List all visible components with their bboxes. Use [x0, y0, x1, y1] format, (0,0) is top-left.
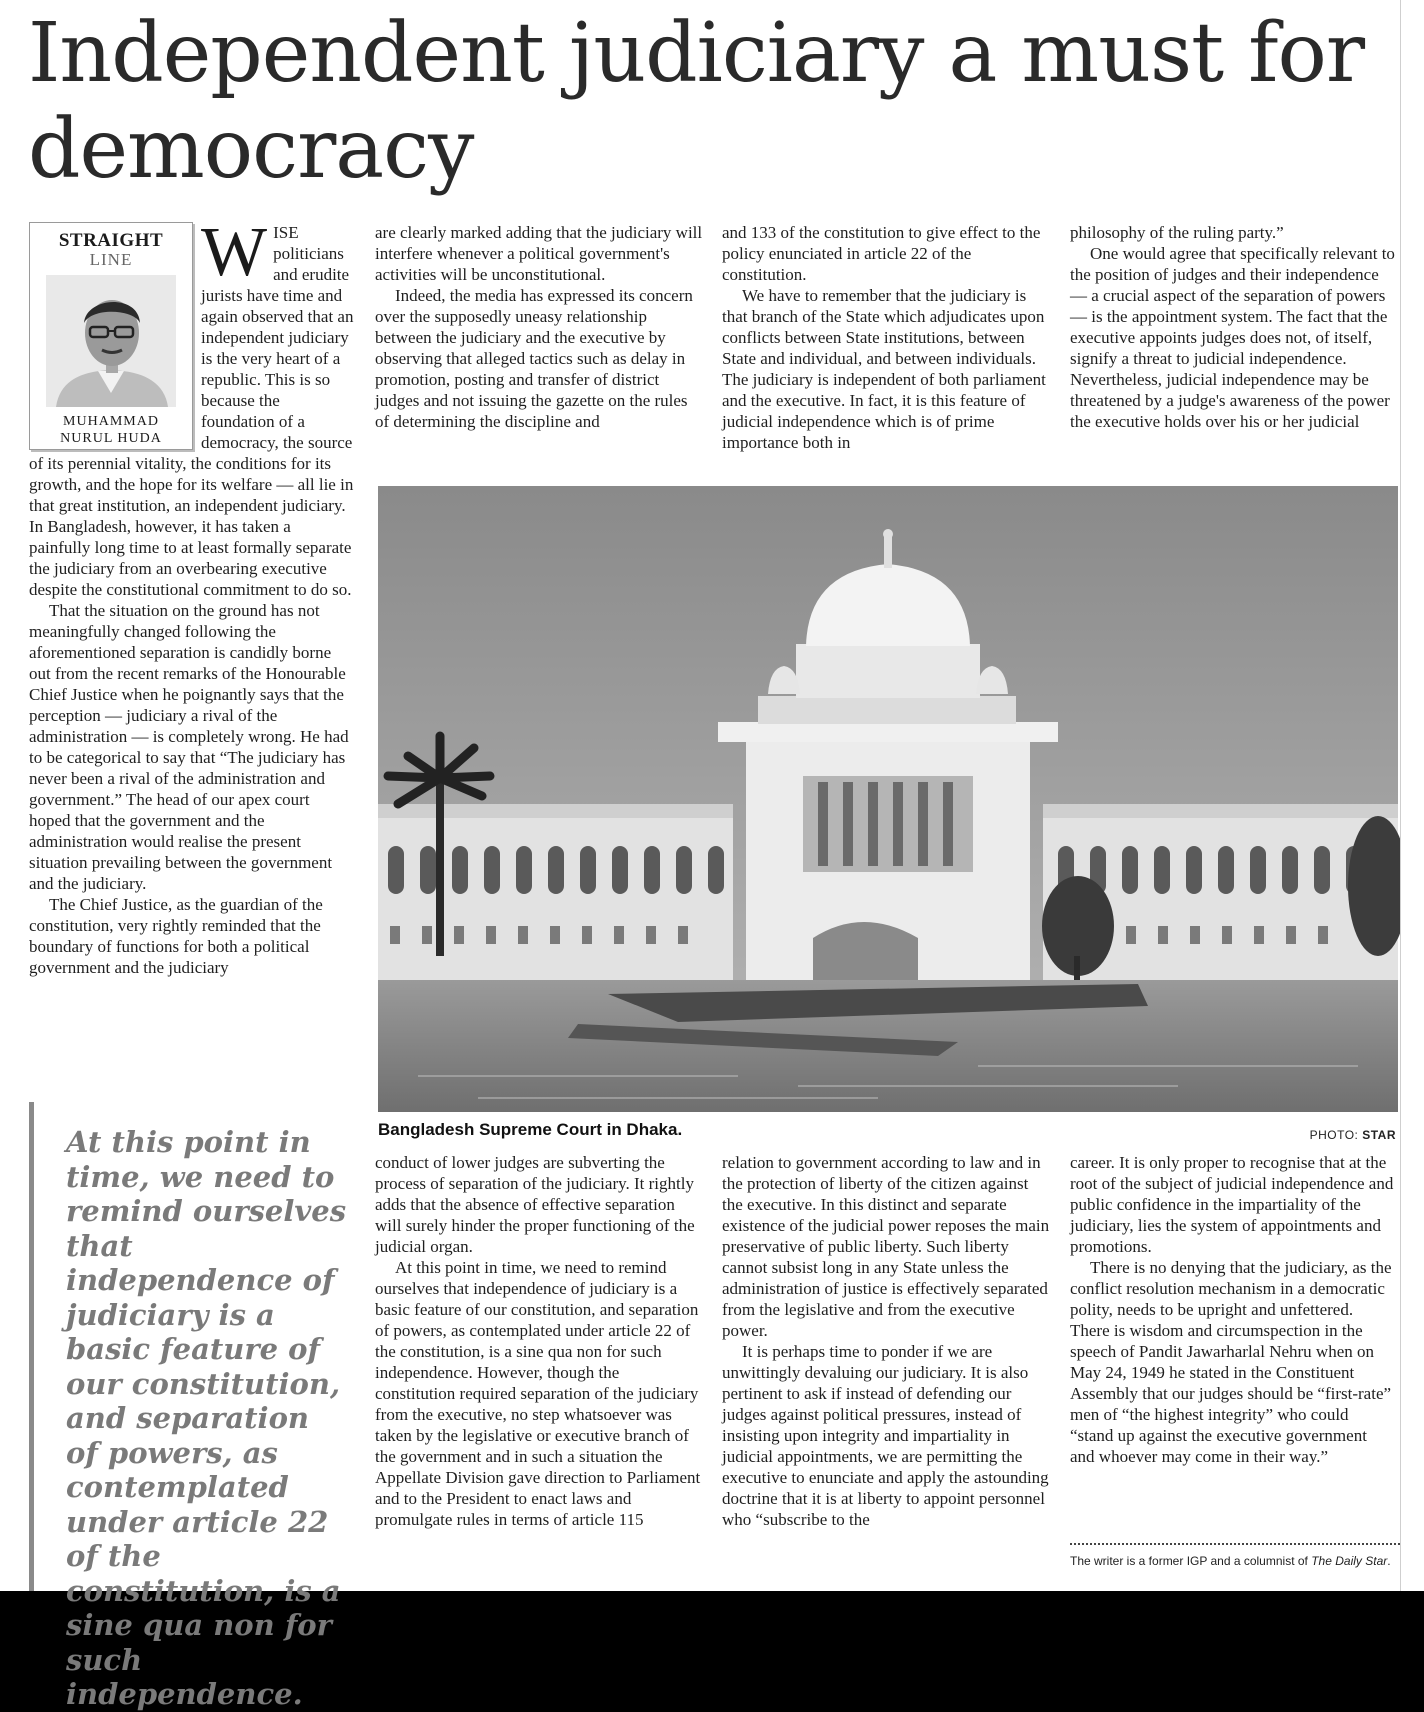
footnote-publication: The Daily Star	[1311, 1554, 1388, 1568]
paragraph: Indeed, the media has expressed its concern over the supposedly uneasy relationship between the judiciary and the executive by observing that alleged tactics such as delay in promotion, posting and transfer of district judges and not issuing the gazette on the rules of determining the discipline and	[375, 286, 693, 431]
article-column-4-top	[1070, 222, 1395, 432]
author-first-name: MUHAMMAD	[63, 414, 159, 429]
column-name: STRAIGHT	[58, 230, 164, 251]
byline-spacer	[29, 222, 201, 451]
photo-caption: Bangladesh Supreme Court in Dhaka.	[378, 1120, 683, 1139]
intro-text: ISE politicians and erudite jurists have time and again observed that an independent judiciary is the very heart of a republic. This is so because the foundation of a democracy, the source of its perennial vitality, the conditions for its growth, and the hope for its welfare — all lie in that great institution, an independent judiciary. In Bangladesh, however, it has taken a painfully long time to at least formally separate the judiciary from an overbearing executive despite the constitutional commitment to do so.	[29, 223, 354, 599]
paragraph: conduct of lower judges are subverting the process of separation of the judiciary. It rightly adds that the absence of effective separation will surely hinder the proper functioning of the judicial organ.	[375, 1153, 695, 1256]
headline: Independent judiciary a must for democracy	[28, 6, 1365, 197]
paragraph: and 133 of the constitution to give effect to the policy enunciated in article 22 of the constitution.	[722, 223, 1041, 284]
footnote-end: .	[1387, 1554, 1391, 1568]
article-column-3-top	[722, 222, 1050, 453]
paragraph: That the situation on the ground has not meaningfully changed following the aforementioned separation is candidly borne out from the recent remarks of the Honourable Chief Justice when he poignantly says that the perception — judiciary a rival of the administration — is completely wrong. He had to be categorical to say that “The judiciary has never been a rival of the administration and government.” The head of our apex court hoped that the government and the administration would realise the present situation prevailing between the government and the judiciary.	[29, 601, 349, 893]
paragraph: It is perhaps time to ponder if we are unwittingly devaluing our judiciary. It is also pertinent to ask if instead of defending our judges against political pressures, instead of insisting upon integrity and impartiality in judicial appointments, we are permitting the executive to enunciate and apply the astounding doctrine that it is at liberty to appoint personnel who “subscribe to the	[722, 1342, 1049, 1529]
article-column-2-top	[375, 222, 703, 432]
paragraph: One would agree that specifically relevant to the position of judges and their independence — a crucial aspect of the separation of powers — is the appointment system. The fact that the executive appoints judges does not, of itself, signify a threat to judicial independence. Nevertheless, judicial independence may be threatened by a judge's awareness of the power the executive holds over his or her judicial	[1070, 244, 1395, 431]
pull-quote	[29, 1102, 349, 1711]
paragraph: We have to remember that the judiciary is that branch of the State which adjudicates upon conflicts between State institutions, between State and individual, and between individuals. The judiciary is independent of both parliament and the executive. In fact, it is this feature of judicial independence which is of prime importance both in	[722, 286, 1046, 452]
paragraph: career. It is only proper to recognise that at the root of the subject of judicial independence and public confidence in the impartiality of the judiciary, lies the system of appointments and promotions.	[1070, 1153, 1394, 1256]
paragraph: There is no denying that the judiciary, as the conflict resolution mechanism in a democratic polity, needs to be upright and unfettered. There is wisdom and circumspection in the speech of Pandit Jawarharlal Nehru when on May 24, 1949 he stated in the Constituent Assembly that our judges should be “first-rate” men of “the highest integrity” who could “stand up against the executive government and whoever may come in their way.”	[1070, 1258, 1392, 1466]
supreme-court-photo	[378, 486, 1398, 1112]
paragraph: philosophy of the ruling party.”	[1070, 223, 1284, 242]
photo-credit	[1310, 1128, 1396, 1142]
column-name-sub: LINE	[89, 250, 133, 269]
paragraph: The Chief Justice, as the guardian of the constitution, very rightly reminded that the boundary of functions for both a political government and the judiciary	[29, 895, 323, 977]
paragraph: relation to government according to law and in the protection of liberty of the citizen against the executive. In this distinct and separate existence of the judicial power reposes the main preservative of public liberty. Such liberty cannot subsist long in any State unless the administration of justice is effectively separated from the legislative and from the executive power.	[722, 1153, 1050, 1340]
footnote-text: The writer is a former IGP and a columnist of	[1070, 1554, 1308, 1568]
paragraph: are clearly marked adding that the judiciary will interfere whenever a political government's activities will be unconstitutional.	[375, 223, 703, 284]
paragraph: At this point in time, we need to remind ourselves that independence of judiciary is a basic feature of our constitution, and separation of powers, as contemplated under article 22 of the constitution, is a sine qua non for such independence. However, though the constitution required separation of the judiciary from the executive, no step whatsoever was taken by the legislative or executive branch of the government and in such a situation the Appellate Division gave direction to Parliament and to the President to enact laws and promulgate rules in terms of article 115	[375, 1258, 701, 1529]
author-footnote	[1070, 1543, 1400, 1569]
article-column-4-bottom	[1070, 1152, 1395, 1467]
article-column-1	[29, 214, 354, 978]
author-last-name: NURUL HUDA	[60, 431, 162, 446]
photo-credit-prefix: PHOTO:	[1309, 1128, 1359, 1142]
article-column-3-bottom	[722, 1152, 1050, 1530]
photo-credit-source: STAR	[1362, 1128, 1396, 1142]
page-edge	[1400, 0, 1424, 1591]
drop-cap: W	[201, 214, 268, 291]
article-column-2-bottom	[375, 1152, 703, 1530]
pull-quote-text: At this point in time, we need to remind ourselves that independence of judiciary is a basic feature of our constitution, and separation of powers, as contemplated under article 22 of the constitution, is a sine qua non for such independence.	[66, 1125, 347, 1711]
